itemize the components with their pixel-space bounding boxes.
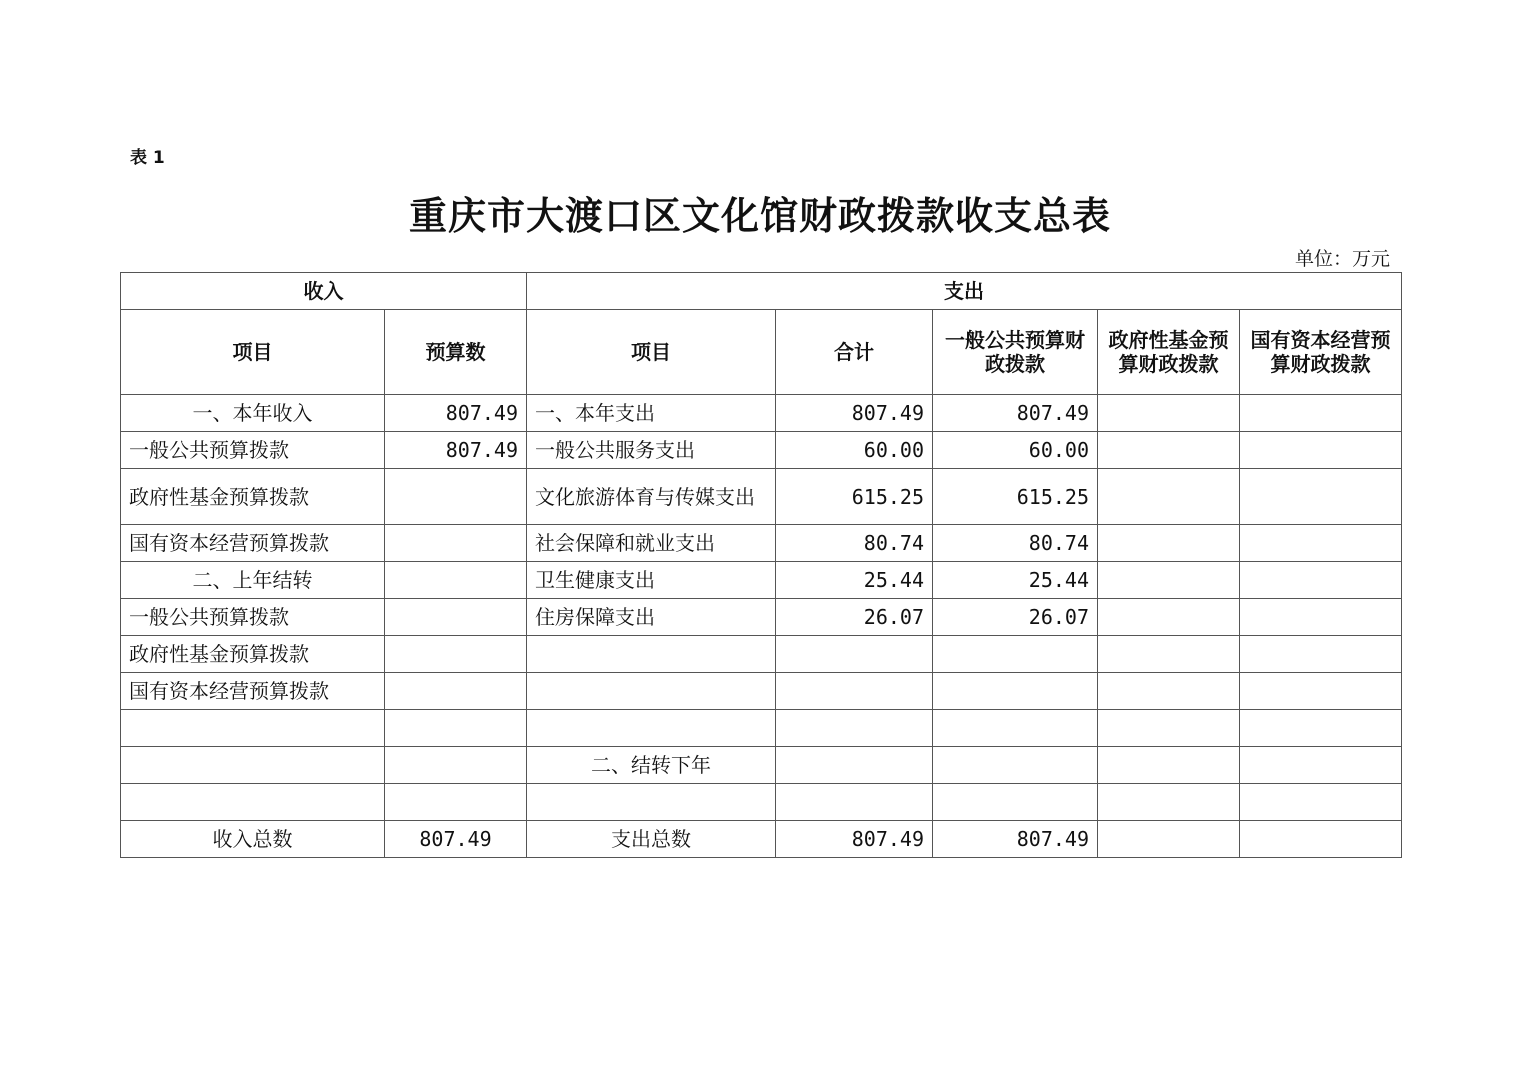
income-value bbox=[385, 636, 527, 673]
expense-item bbox=[527, 673, 776, 710]
income-value: 807.49 bbox=[385, 432, 527, 469]
col-header-total: 合计 bbox=[776, 310, 933, 395]
expense-item: 一、本年支出 bbox=[527, 395, 776, 432]
expense-fund bbox=[1098, 710, 1240, 747]
expense-total: 807.49 bbox=[776, 821, 933, 858]
income-total-label: 收入总数 bbox=[121, 821, 385, 858]
col-header-budget: 预算数 bbox=[385, 310, 527, 395]
expense-fund bbox=[1098, 525, 1240, 562]
expense-item: 卫生健康支出 bbox=[527, 562, 776, 599]
income-value bbox=[385, 469, 527, 525]
expense-state bbox=[1240, 599, 1402, 636]
expense-state bbox=[1240, 395, 1402, 432]
expense-total: 26.07 bbox=[776, 599, 933, 636]
group-header-row bbox=[121, 273, 1402, 310]
table-row bbox=[121, 710, 1402, 747]
expense-fund bbox=[1098, 599, 1240, 636]
total-row bbox=[121, 821, 1402, 858]
expense-total: 80.74 bbox=[776, 525, 933, 562]
table-row bbox=[121, 525, 1402, 562]
table-row bbox=[121, 784, 1402, 821]
income-value bbox=[385, 525, 527, 562]
col-header-expense-item: 项目 bbox=[527, 310, 776, 395]
expense-state bbox=[1240, 469, 1402, 525]
expense-item: 社会保障和就业支出 bbox=[527, 525, 776, 562]
expense-item bbox=[527, 784, 776, 821]
income-value bbox=[385, 599, 527, 636]
income-item: 国有资本经营预算拨款 bbox=[121, 525, 385, 562]
expense-general bbox=[933, 747, 1098, 784]
expense-state bbox=[1240, 710, 1402, 747]
expense-total bbox=[776, 710, 933, 747]
income-item: 政府性基金预算拨款 bbox=[121, 636, 385, 673]
expense-state bbox=[1240, 562, 1402, 599]
expense-fund bbox=[1098, 562, 1240, 599]
expense-general: 60.00 bbox=[933, 432, 1098, 469]
table-row bbox=[121, 562, 1402, 599]
expense-item: 文化旅游体育与传媒支出 bbox=[527, 469, 776, 525]
expense-item: 住房保障支出 bbox=[527, 599, 776, 636]
income-value bbox=[385, 710, 527, 747]
expense-total: 60.00 bbox=[776, 432, 933, 469]
income-value bbox=[385, 673, 527, 710]
expense-fund bbox=[1098, 673, 1240, 710]
income-item: 一、本年收入 bbox=[121, 395, 385, 432]
income-item bbox=[121, 710, 385, 747]
expense-state bbox=[1240, 821, 1402, 858]
table-row bbox=[121, 673, 1402, 710]
income-item: 政府性基金预算拨款 bbox=[121, 469, 385, 525]
expense-state bbox=[1240, 784, 1402, 821]
expense-item bbox=[527, 636, 776, 673]
income-value bbox=[385, 562, 527, 599]
expense-state bbox=[1240, 432, 1402, 469]
expense-total bbox=[776, 636, 933, 673]
table-row bbox=[121, 599, 1402, 636]
expense-general: 25.44 bbox=[933, 562, 1098, 599]
col-header-state: 国有资本经营预算财政拨款 bbox=[1240, 310, 1402, 395]
expense-state bbox=[1240, 747, 1402, 784]
income-value: 807.49 bbox=[385, 395, 527, 432]
expense-general bbox=[933, 673, 1098, 710]
expense-total bbox=[776, 673, 933, 710]
table-row bbox=[121, 432, 1402, 469]
expense-item: 二、结转下年 bbox=[527, 747, 776, 784]
page-title: 重庆市大渡口区文化馆财政拨款收支总表 bbox=[408, 194, 1111, 238]
expense-state bbox=[1240, 525, 1402, 562]
expense-general bbox=[933, 636, 1098, 673]
expense-general: 615.25 bbox=[933, 469, 1098, 525]
income-value bbox=[385, 784, 527, 821]
col-header-income-item: 项目 bbox=[121, 310, 385, 395]
table-row bbox=[121, 636, 1402, 673]
expense-fund bbox=[1098, 636, 1240, 673]
expense-state bbox=[1240, 673, 1402, 710]
col-header-fund: 政府性基金预算财政拨款 bbox=[1098, 310, 1240, 395]
table-label: 表 1 bbox=[130, 148, 165, 168]
expense-fund bbox=[1098, 784, 1240, 821]
expense-general: 26.07 bbox=[933, 599, 1098, 636]
income-item: 一般公共预算拨款 bbox=[121, 432, 385, 469]
expense-item: 一般公共服务支出 bbox=[527, 432, 776, 469]
col-header-general: 一般公共预算财政拨款 bbox=[933, 310, 1098, 395]
income-item: 二、上年结转 bbox=[121, 562, 385, 599]
income-item bbox=[121, 747, 385, 784]
table-row bbox=[121, 747, 1402, 784]
income-group-header: 收入 bbox=[121, 273, 527, 310]
expense-item bbox=[527, 710, 776, 747]
expense-total: 25.44 bbox=[776, 562, 933, 599]
expense-total bbox=[776, 784, 933, 821]
expense-fund bbox=[1098, 395, 1240, 432]
income-item: 国有资本经营预算拨款 bbox=[121, 673, 385, 710]
expense-general bbox=[933, 710, 1098, 747]
expense-total: 807.49 bbox=[776, 395, 933, 432]
expense-group-header: 支出 bbox=[527, 273, 1402, 310]
expense-total bbox=[776, 747, 933, 784]
finance-table bbox=[120, 272, 1402, 858]
expense-fund bbox=[1098, 747, 1240, 784]
income-item: 一般公共预算拨款 bbox=[121, 599, 385, 636]
column-header-row bbox=[121, 310, 1402, 395]
expense-state bbox=[1240, 636, 1402, 673]
expense-general bbox=[933, 784, 1098, 821]
table-row bbox=[121, 395, 1402, 432]
expense-fund bbox=[1098, 469, 1240, 525]
expense-general: 807.49 bbox=[933, 395, 1098, 432]
expense-total-label: 支出总数 bbox=[527, 821, 776, 858]
expense-general: 807.49 bbox=[933, 821, 1098, 858]
income-total-value: 807.49 bbox=[385, 821, 527, 858]
expense-total: 615.25 bbox=[776, 469, 933, 525]
expense-fund bbox=[1098, 432, 1240, 469]
income-value bbox=[385, 747, 527, 784]
income-item bbox=[121, 784, 385, 821]
expense-fund bbox=[1098, 821, 1240, 858]
table-row bbox=[121, 469, 1402, 525]
expense-general: 80.74 bbox=[933, 525, 1098, 562]
unit-label: 单位：万元 bbox=[1294, 248, 1390, 270]
